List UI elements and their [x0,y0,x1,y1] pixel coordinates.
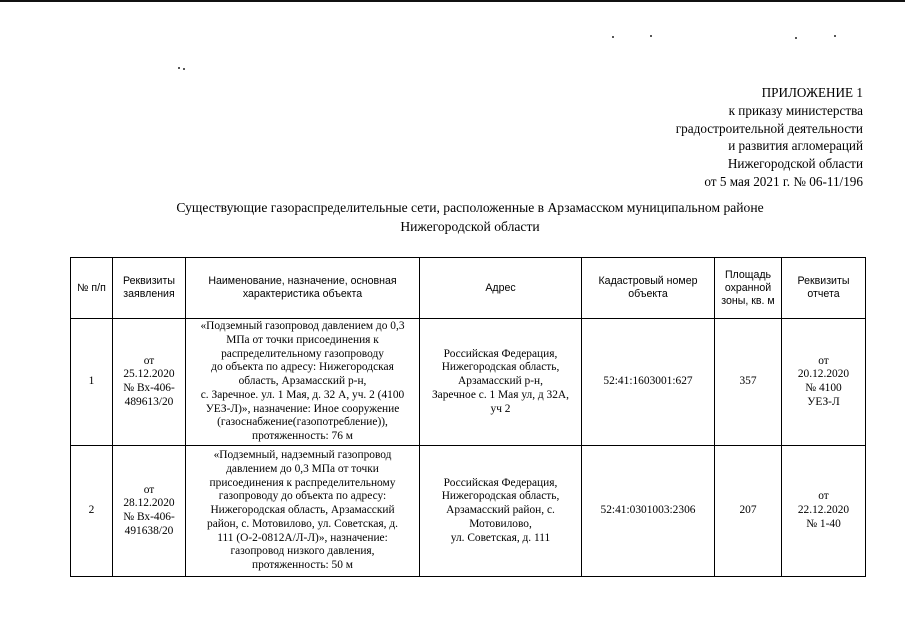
cell-num: 1 [71,319,113,446]
scan-speck [834,35,836,37]
table-row [71,319,866,446]
cell-report: от 22.12.2020 № 1-40 [782,446,866,577]
appendix-header [676,84,863,191]
appendix-line: градостроительной деятельности [675,120,863,136]
header-address: Адрес [420,258,582,319]
cell-description: «Подземный газопровод давлением до 0,3 МПа от точки присоединения к распределительному газопроводу до объекта по адресу: Нижегородская область, Арзамасский р-н, с. Заречное. ул. 1 Мая, д. 32 А, уч. 2 (4100 УЕЗ-Л)», назначение: Иное сооружение (газоснабжение(газопотребление)), протяженность: 76 м [186,319,420,446]
header-report: Реквизиты отчета [782,258,866,319]
cell-num: 2 [71,446,113,577]
appendix-line: ПРИЛОЖЕНИЕ 1 [761,85,863,100]
header-name: Наименование, назначение, основная характеристика объекта [186,258,420,319]
table-row [71,446,866,577]
cell-report: от 20.12.2020 № 4100 УЕЗ-Л [782,319,866,446]
appendix-line: к приказу министерства [728,102,863,118]
cell-area: 207 [715,446,782,577]
appendix-line: и развития агломераций [728,138,863,154]
cell-address: Российская Федерация, Нижегородская область, Арзамасский р-н, Заречное с. 1 Мая ул, д 32А, уч 2 [420,319,582,446]
appendix-line: от 5 мая 2021 г. № 06-11/196 [704,173,863,189]
scan-top-border [0,0,905,2]
header-request: Реквизиты заявления [113,258,186,319]
gas-network-table [70,257,866,577]
title-line-1: Существующие газораспределительные сети, расположенные в Арзамасском муниципальном районе [176,200,764,215]
cell-description: «Подземный, надземный газопровод давлением до 0,3 МПа от точки присоединения к распределительному газопроводу до объекта по адресу: Нижегородская область, Арзамасский район, с. Мотовилово, ул. Советская, д. 111 (О-2-0812А/Л-Л)», назначение: газопровод низкого давления, протяженность: 50 м [186,446,420,577]
title-line-2: Нижегородской области [400,219,540,234]
table-header-row [71,258,866,319]
scan-speck [178,67,180,69]
cell-request: от 25.12.2020 № Вх-406- 489613/20 [113,319,186,446]
header-cadastral: Кадастровый номер объекта [582,258,715,319]
scan-speck [650,35,652,37]
cell-cadastral: 52:41:0301003:2306 [582,446,715,577]
cell-area: 357 [715,319,782,446]
header-num: № п/п [71,258,113,319]
header-area: Площадь охранной зоны, кв. м [715,258,782,319]
cell-request: от 28.12.2020 № Вх-406- 491638/20 [113,446,186,577]
scan-speck [183,68,185,70]
scan-speck [795,37,797,39]
cell-cadastral: 52:41:1603001:627 [582,319,715,446]
cell-address: Российская Федерация, Нижегородская область, Арзамасский район, с. Мотовилово, ул. Советская, д. 111 [420,446,582,577]
document-title [100,198,840,236]
scan-speck [612,36,614,38]
appendix-line: Нижегородской области [727,156,863,172]
